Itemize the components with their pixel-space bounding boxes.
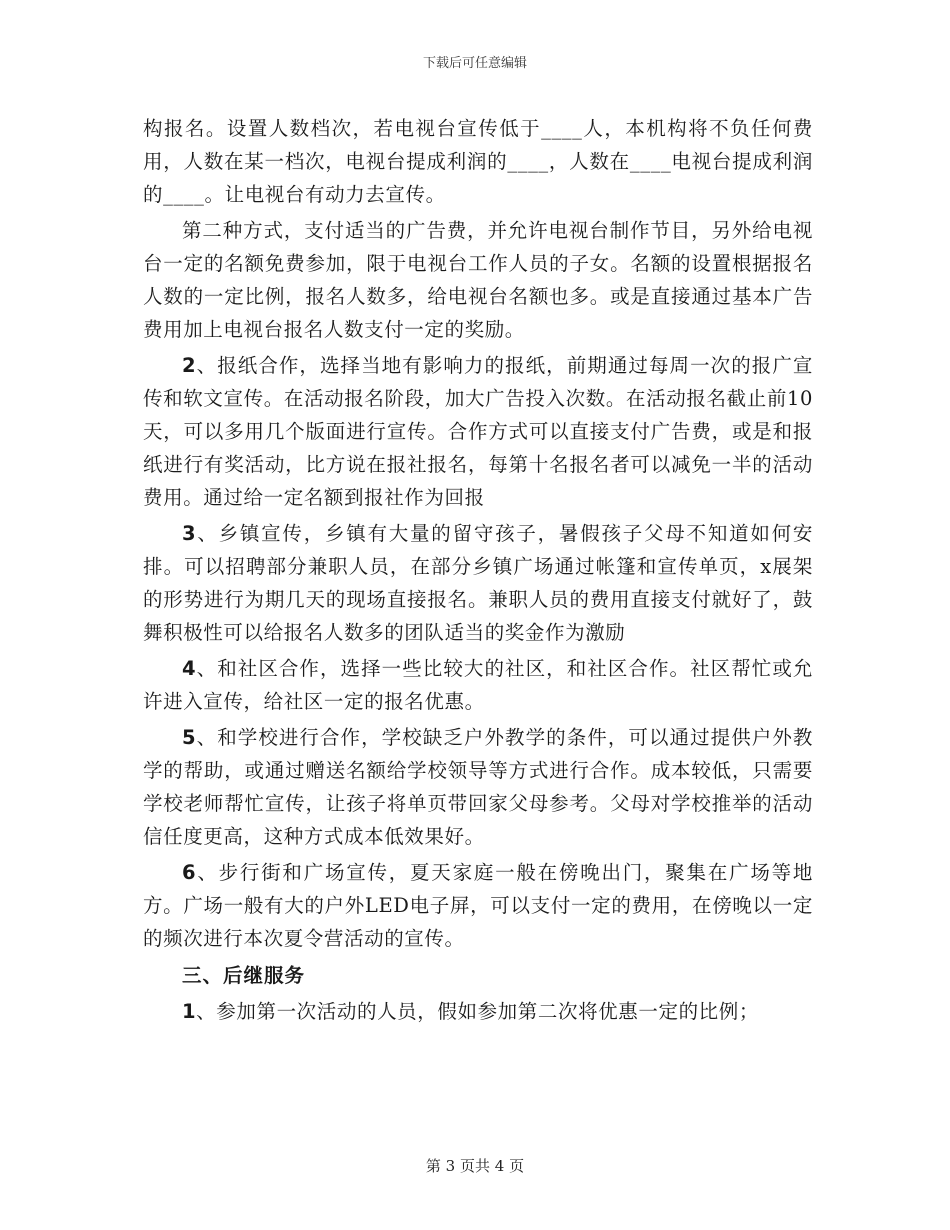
paragraph-text: 、乡镇宣传，乡镇有大量的留守孩子，暑假孩子父母不知道如何安排。可以招聘部分兼职人员，在部分乡镇广场通过帐篷和宣传单页，x展架的形势进行为期几天的现场直接报名。兼职人员的费用直接支付就好了，鼓舞积极性可以给报名人数多的团队适当的奖金作为激励 (143, 522, 813, 644)
paragraph-text: 、和学校进行合作，学校缺乏户外教学的条件，可以通过提供户外教学的帮助，或通过赠送名额给学校领导等方式进行合作。成本较低，只需要学校老师帮忙宣传，让孩子将单页带回家父母参考。父母对学校推举的活动信任度更高，这种方式成本低效果好。 (143, 726, 813, 848)
paragraph-street-square-promotion (143, 856, 813, 955)
item-number: 6 (182, 861, 197, 884)
document-body (143, 112, 813, 1031)
item-number: 1 (182, 1000, 197, 1023)
paragraph-text: 、和社区合作，选择一些比较大的社区，和社区合作。社区帮忙或允许进入宣传，给社区一定的报名优惠。 (143, 657, 813, 713)
paragraph-tv-second-method (143, 214, 813, 346)
paragraph-tv-profit-tiers (143, 112, 813, 211)
paragraph-text: 、报纸合作，选择当地有影响力的报纸，前期通过每周一次的报广宣传和软文宣传。在活动报名阶段，加大广告投入次数。在活动报名截止前10天，可以多用几个版面进行宣传。合作方式可以直接支付广告费，或是和报纸进行有奖活动，比方说在报社报名，每第十名报名者可以减免一半的活动费用。通过给一定名额到报社作为回报 (143, 354, 813, 509)
paragraph-text: 、参加第一次活动的人员，假如参加第二次将优惠一定的比例； (196, 1000, 759, 1023)
page-number-footer: 第 3 页共 4 页 (425, 1157, 525, 1175)
paragraph-text: 第二种方式，支付适当的广告费，并允许电视台制作节目，另外给电视台一定的名额免费参加，限于电视台工作人员的子女。名额的设置根据报名人数的一定比例，报名人数多，给电视台名额也多。或是直接通过基本广告费用加上电视台报名人数支付一定的奖励。 (143, 219, 813, 341)
paragraph-follow-up-discount (143, 995, 813, 1028)
paragraph-text: 、步行街和广场宣传，夏天家庭一般在傍晚出门，聚集在广场等地方。广场一般有大的户外LED电子屏，可以支付一定的费用，在傍晚以一定的频次进行本次夏令营活动的宣传。 (143, 861, 813, 950)
item-number: 2 (182, 354, 197, 377)
paragraph-school-cooperation (143, 721, 813, 853)
item-number: 5 (182, 726, 197, 749)
page-header-note: 下载后可任意编辑 (422, 56, 527, 71)
paragraph-text: 构报名。设置人数档次，若电视台宣传低于____人，本机构将不负任何费用，人数在某一档次，电视台提成利润的____，人数在____电视台提成利润的____。让电视台有动力去宣传。 (143, 117, 813, 206)
item-number: 3 (182, 522, 197, 545)
paragraph-township-promotion (143, 517, 813, 649)
item-number: 4 (182, 657, 197, 680)
paragraph-community-cooperation (143, 652, 813, 718)
section-heading: 三、后继服务 (182, 964, 306, 987)
paragraph-newspaper-cooperation (143, 349, 813, 514)
